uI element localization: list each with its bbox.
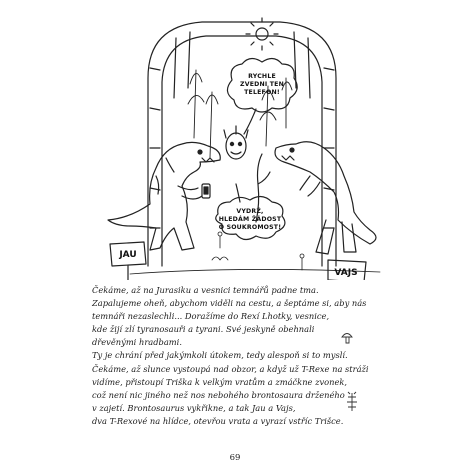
bug-doodle-icon	[345, 391, 359, 413]
speech-bubble-top-text	[240, 73, 284, 96]
flowers	[212, 232, 304, 270]
story-line: Čekáme, až slunce vystoupá nad obzor, a když už T-Rexe na stráži	[92, 363, 369, 374]
triska-character	[224, 126, 248, 159]
sign-jau	[110, 242, 146, 280]
page-number: 69	[229, 453, 241, 463]
speech-bubble-top	[227, 58, 297, 134]
story-line: Ty je chrání před jakýmkoli útokem, tedy alespoň si to myslí.	[92, 350, 348, 361]
story-line: v zajetí. Brontosaurus vykřikne, a tak Jau a Vajs,	[92, 402, 296, 413]
mushroom-doodle-icon	[340, 329, 354, 345]
story-line: temnáři nezaslechli... Doražíme do Rexí Lhotky, vesnice,	[92, 311, 330, 322]
story-line: což není nic jiného než nos nebohého brontosaura drženého	[92, 389, 345, 400]
bubble-top-line-3: TELEFON!	[244, 89, 280, 96]
bubble-bottom-line-2: HLEDÁM ŽÁDOST	[218, 216, 282, 223]
speech-bubble-bottom-text	[219, 206, 282, 231]
bubble-bottom-line-3: O SOUKROMOST!	[218, 224, 282, 231]
sign-vajs-label: VAJS	[334, 268, 358, 278]
bubble-bottom-line-1: VYDRŽ,	[236, 208, 264, 215]
story-line: dřevěnými hradbami.	[92, 337, 182, 348]
trex-vajs	[275, 142, 376, 254]
sign-jau-label: JAU	[119, 250, 137, 260]
bubble-top-line-1: RYCHLE	[248, 73, 276, 80]
story-line: Zapalujeme oheň, abychom viděli na cestu, a šeptáme si, aby nás	[92, 298, 367, 309]
story-line: Čekáme, až na Jurasiku a vesnici temnářů padne tma.	[92, 285, 319, 295]
sun-icon	[246, 18, 278, 50]
story-line: vidíme, přistoupí Triška k velkým vratům a zmáčkne zvonek,	[92, 376, 348, 387]
story-line: kde žijí zlí tyranosauři a tyrani. Své jeskyně obehnali	[92, 324, 315, 335]
story-paragraph	[92, 284, 382, 428]
story-line: dva T-Rexové na hlídce, otevřou vrata a vyrazí vstříc Trišce.	[92, 415, 344, 426]
trex-jau	[108, 142, 220, 250]
bubble-top-line-2: ZVEDNI TEN	[240, 81, 284, 88]
illustration	[90, 8, 390, 280]
